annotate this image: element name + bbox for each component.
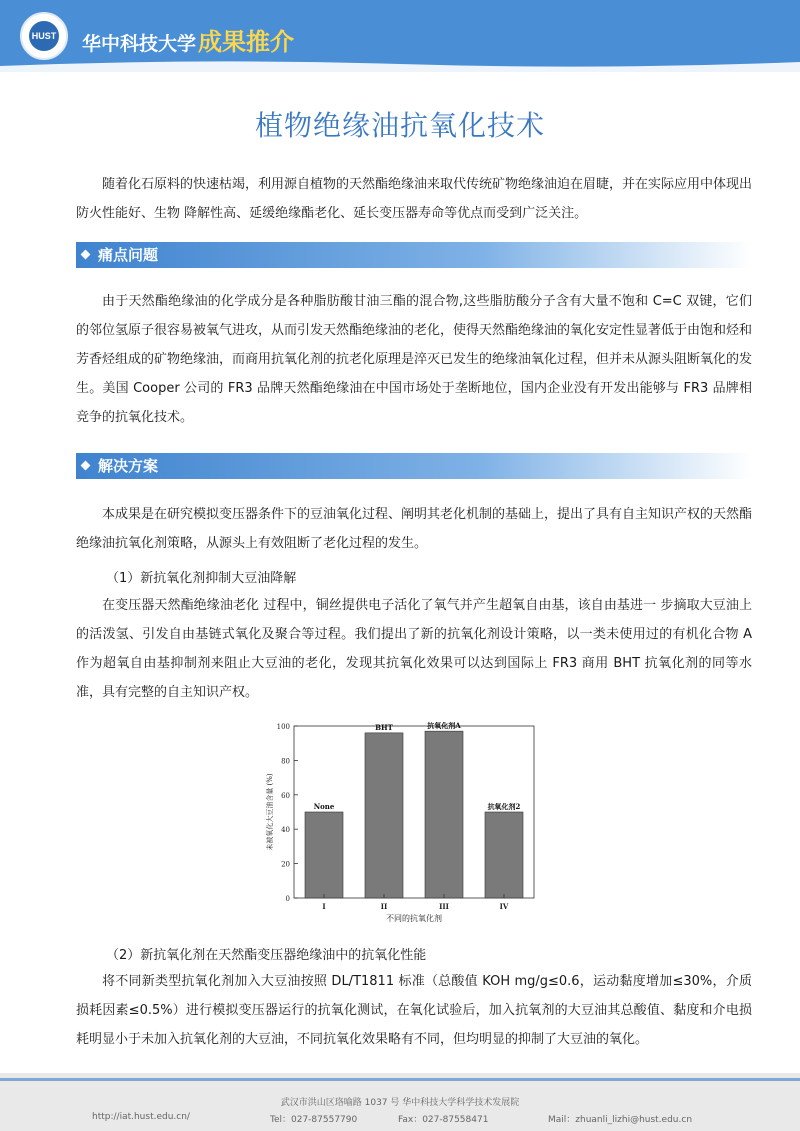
document-title: 植物绝缘油抗氧化技术 [254, 109, 545, 142]
y-tick-label: 0 [285, 895, 290, 903]
bar-chart [262, 718, 542, 926]
bar-data-label: 抗氧化剂2 [487, 802, 521, 811]
footer-fax: Fax：027-87558471 [398, 1115, 489, 1125]
y-tick-label: 80 [281, 757, 290, 766]
footer-website-link[interactable]: http://iat.hust.edu.cn/ [92, 1112, 190, 1122]
diamond-bullet-icon [81, 461, 91, 471]
pain-points-paragraph: 由于天然酯绝缘油的化学成分是各种脂肪酸甘油三酯的混合物,这些脂肪酸分子含有大量不饱和 C=C 双键，它们的邻位氢原子很容易被氧气进攻，从而引发天然酯绝缘油的老化，使得天然酯绝缘油的氧化安定性显著低于由饱和烃和芳香烃组成的矿物绝缘油，而商用抗氧化剂的抗老化原理是淬灭已发生的绝缘油氧化过程，但并未从源头阻断氧化的发生。美国 Cooper 公司的 FR3 品牌天然酯绝缘油在中国市场处于垄断地位，国内企业没有开发出能够与 FR3 品牌相竞争的抗氧化技术。 [76, 294, 753, 425]
header-wave-decoration [0, 58, 800, 72]
y-tick-label: 40 [281, 826, 290, 835]
solution-paragraph: 本成果是在研究模拟变压器条件下的豆油氧化过程、阐明其老化机制的基础上，提出了具有自主知识产权的天然酯绝缘油抗氧化剂策略，从源头上有效阻断了老化过程的发生。 [76, 507, 753, 551]
section-header-solution [76, 453, 752, 479]
section-header-pain-points [76, 242, 752, 268]
brand-university: 华中科技大学 [82, 33, 197, 55]
footer-address: 武汉市洪山区珞喻路 1037 号 华中科技大学科学技术发展院 [280, 1098, 520, 1108]
section-title: 痛点问题 [98, 246, 159, 264]
footer-email-link[interactable]: Mail：zhuanli_lizhi@hust.edu.cn [548, 1115, 693, 1125]
brand-title [82, 22, 294, 57]
subsection-2-paragraph: 将不同新类型抗氧化剂加入大豆油按照 DL/T1811 标准（总酸值 KOH mg/g≤0.6，运动黏度增加≤30%，介质损耗因素≤0.5%）进行模拟变压器运行的抗氧化测试，在氧化试验后，加入抗氧剂的大豆油其总酸值、黏度和介电损耗明显小于未加入抗氧化剂的大豆油，不同抗氧化效果略有不同，但均明显的抑制了大豆油的氧化。 [76, 974, 752, 1047]
footer-telephone: Tel：027-87557790 [270, 1115, 358, 1125]
x-tick-label: IV [499, 902, 509, 911]
subheading-1: （1）新抗氧化剂抑制大豆油降解 [106, 571, 297, 586]
diamond-bullet-icon [81, 250, 91, 260]
y-tick-label: 60 [281, 791, 290, 800]
section-title: 解决方案 [98, 457, 159, 475]
x-tick-label: I [322, 902, 326, 911]
bar [425, 731, 463, 898]
brand-accent: 成果推介 [198, 28, 295, 56]
bar-data-label: BHT [375, 722, 393, 732]
y-axis-label: 未被氧化大豆油含量 (%) [266, 773, 274, 851]
header-bar [0, 0, 800, 72]
footer-divider [0, 1078, 800, 1081]
x-tick-label: III [439, 902, 449, 911]
y-tick-label: 20 [281, 860, 290, 869]
chart-svg [262, 718, 542, 926]
x-tick-label: II [380, 902, 388, 911]
university-logo [20, 12, 68, 60]
subheading-2: （2）新抗氧化剂在天然酯变压器绝缘油中的抗氧化性能 [106, 948, 427, 963]
subsection-1-paragraph: 在变压器天然酯绝缘油老化 过程中，铜丝提供电子活化了氧气并产生超氧自由基，该自由基进一 步摘取大豆油上的活泼氢、引发自由基链式氧化及聚合等过程。我们提出了新的抗氧化剂设计策略，以一类未使用过的有机化合物 A 作为超氧自由基抑制剂来阻止大豆油的老化，发现其抗氧化效果可以达到国际上 FR3 商用 BHT 抗氧化剂的同等水准，具有完整的自主知识产权。 [76, 598, 752, 700]
bar-data-label: 抗氧化剂A [427, 721, 461, 731]
logo-text: HUST [29, 21, 59, 51]
bar [365, 733, 403, 898]
intro-paragraph: 随着化石原料的快速枯竭，利用源自植物的天然酯绝缘油来取代传统矿物绝缘油迫在眉睫，并在实际应用中体现出防火性能好、生物 降解性高、延缓绝缘酯老化、延长变压器寿命等优点而受到广泛关注。 [76, 177, 753, 221]
bar-data-label: None [313, 802, 335, 811]
x-axis-label: 不同的抗氧化剂 [386, 914, 442, 923]
bar [305, 812, 343, 898]
y-tick-label: 100 [276, 723, 290, 731]
bar [485, 812, 523, 898]
